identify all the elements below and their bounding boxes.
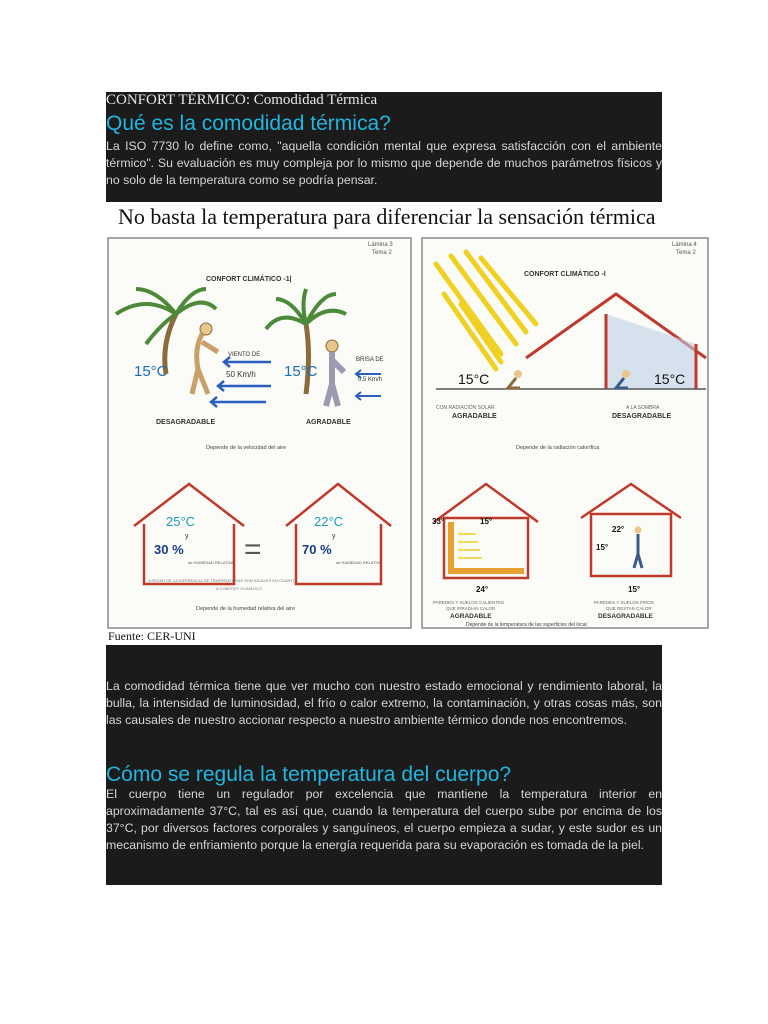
- house-b-temp: 22°C: [314, 514, 344, 529]
- left-caption-top: Depende de la velocidad del aire: [206, 445, 287, 451]
- left-temp-b: 15°C: [284, 363, 318, 380]
- cool-house-floor: 15°: [628, 585, 641, 594]
- right-temp-b: 15°C: [654, 371, 686, 387]
- left-lamina: Lámina 3: [368, 242, 393, 248]
- left-note-line1: A PESAR DE LA DIFERENCIA DE TEMPERATURAS SON IGUALES EN CUANTO: [148, 578, 296, 583]
- figure-illustration: [106, 234, 711, 654]
- body-block: [106, 645, 662, 885]
- right-confort-label: CONFORT CLIMÁTICO -I: [524, 271, 606, 278]
- figure-title: No basta la temperatura para diferenciar la sensación térmica: [118, 204, 656, 229]
- warm-note-line1: PAREDES Y SUELOS CALIENTES: [433, 600, 505, 605]
- equals-sign: =: [244, 533, 262, 566]
- house-a-humidity: 30 %: [154, 542, 184, 557]
- left-temp-a: 15°C: [134, 363, 168, 380]
- intro-block: [106, 92, 662, 202]
- cool-house-inside: 22°: [612, 525, 625, 534]
- warm-house-wall: 33°: [432, 517, 445, 526]
- left-caption-bottom: Depende de la humedad relativa del aire: [196, 606, 296, 612]
- left-confort-label: CONFORT CLIMÁTICO -1|: [206, 276, 292, 283]
- right-sub-b-line2: DESAGRADABLE: [612, 413, 672, 420]
- warm-house-inside: 15°: [480, 517, 493, 526]
- left-note-line2: A CONFORT CLIMÁTICO: [216, 586, 263, 591]
- house-b-y: y: [332, 533, 336, 540]
- house-b-humidity-label: de HUMEDAD RELATIVA: [336, 560, 382, 565]
- right-tema: Tema 2: [676, 250, 696, 256]
- cool-house-wall: 15°: [596, 543, 609, 552]
- warm-note-verdict: AGRADABLE: [450, 613, 492, 620]
- breeze-label: BRISA DE: [356, 357, 384, 363]
- right-lamina: Lámina 4: [672, 242, 697, 248]
- cool-note-verdict: DESAGRADABLE: [598, 613, 653, 620]
- regulation-paragraph: El cuerpo tiene un regulador por excelencia que mantiene la temperatura interior en aproximadamente 37°C, tal es así que, cuando la temperatura del cuerpo sube por encima de los 37°C, por diversos factores corporales y sanguíneos, el cuerpo empieza a sudar, y este sudor es un mecanismo de enfriamiento porque la energía requerida para su evaporación es tomada de la piel.: [106, 787, 662, 852]
- right-sub-a-line2: AGRADABLE: [452, 413, 497, 420]
- left-desagradable: DESAGRADABLE: [156, 419, 216, 426]
- cool-note-line1: PAREDES Y SUELOS FRÍOS: [594, 600, 654, 605]
- right-sub-a-line1: CON RADIACIÓN SOLAR: [436, 405, 495, 411]
- right-sub-b-line1: A LA SOMBRA: [626, 405, 660, 411]
- figure-source: Fuente: CER-UNI: [108, 629, 196, 643]
- left-agradable: AGRADABLE: [306, 419, 351, 426]
- house-a-humidity-label: de HUMEDAD RELATIVA: [188, 560, 234, 565]
- intro-paragraph: La ISO 7730 lo define como, "aquella condición mental que expresa satisfacción con el ambiente térmico". Su evaluación es muy compleja por lo mismo que depende de muchos parámetros físicos y no solo de la temperatura como se podría pensar.: [106, 139, 662, 187]
- section-heading-regulacion: Cómo se regula la temperatura del cuerpo?: [106, 763, 512, 786]
- wind-label: VIENTO DE: [228, 352, 261, 358]
- breeze-value: 0.5 Km/h: [358, 377, 383, 383]
- warm-note-line2: QUE IRRADIAN CALOR: [446, 606, 496, 611]
- thermal-comfort-figure: [106, 204, 711, 644]
- right-temp-a: 15°C: [458, 371, 490, 387]
- mood-paragraph: La comodidad térmica tiene que ver mucho con nuestro estado emocional y rendimiento laboral, la bulla, la intensidad de luminosidad, el frío o calor extremo, la contaminación, y otras cosas más, son las causales de nuestro accionar respecto a nuestro ambiente térmico donde nos encontremos.: [106, 679, 662, 727]
- cool-note-line2: QUE RESTAN CALOR: [606, 606, 652, 611]
- house-a-temp: 25°C: [166, 514, 196, 529]
- warm-house-floor: 24°: [476, 585, 489, 594]
- left-panel-frame: [108, 238, 411, 628]
- right-caption-top: Depende de la radiación calorífica: [516, 445, 600, 451]
- document-title: CONFORT TÉRMICO: Comodidad Térmica: [106, 92, 378, 108]
- section-heading-comodidad: Qué es la comodidad térmica?: [106, 112, 391, 135]
- house-b-humidity: 70 %: [302, 542, 332, 557]
- left-tema: Tema 2: [372, 250, 392, 256]
- right-caption-bottom: Depende de la temperatura de las superficies del local: [466, 622, 587, 628]
- house-a-y: y: [185, 533, 189, 540]
- wind-value: 50 Km/h: [226, 370, 256, 379]
